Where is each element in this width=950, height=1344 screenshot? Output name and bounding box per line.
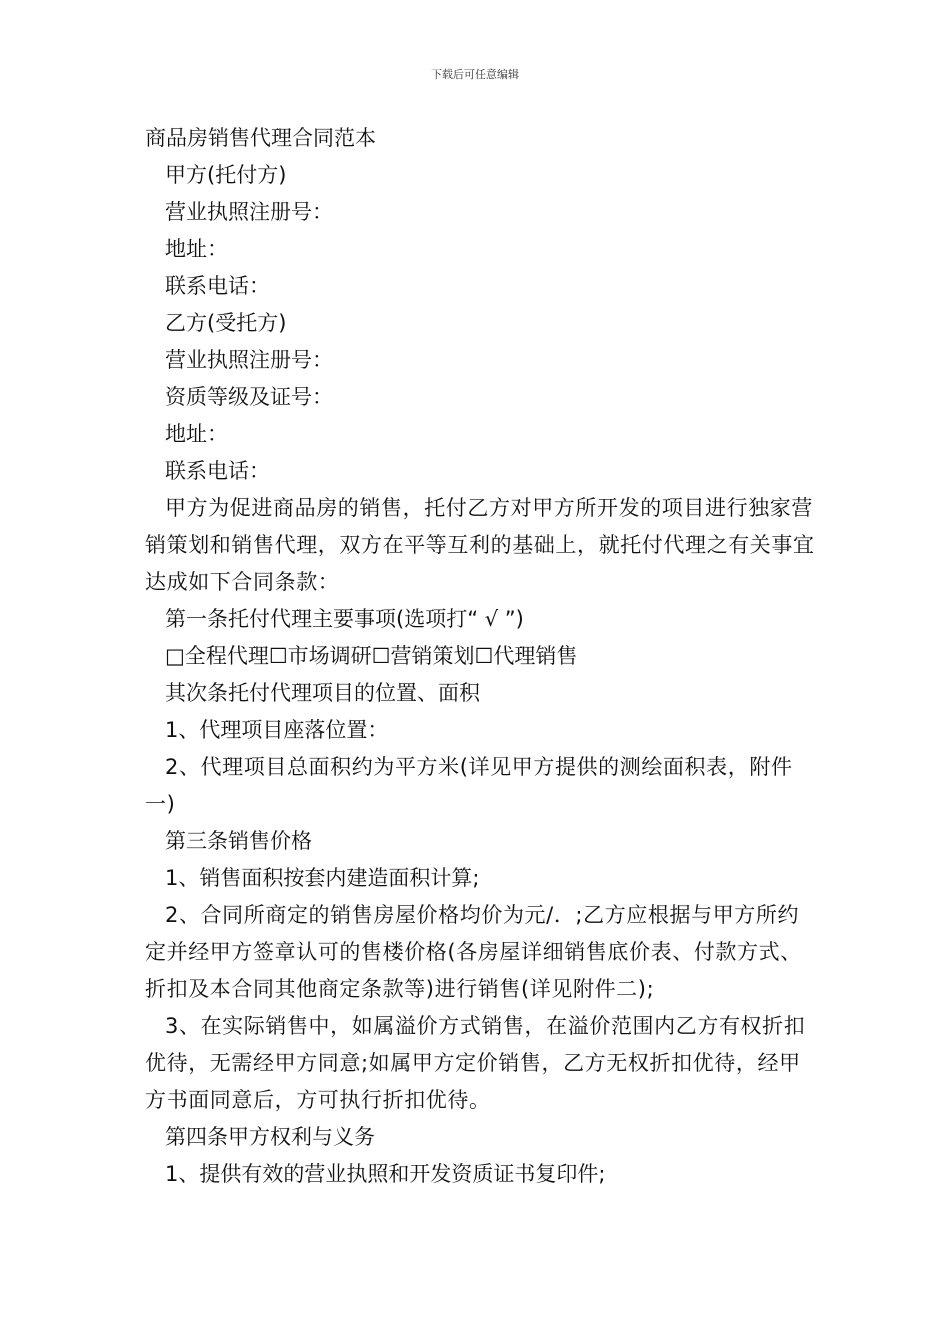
article3-item3: 3、在实际销售中，如属溢价方式销售，在溢价范围内乙方有权折扣优待，无需经甲方同意;如属甲方定价销售，乙方无权折扣优待，经甲方书面同意后，方可执行折扣优待。	[145, 1014, 806, 1112]
party-a-license: 营业执照注册号：	[165, 200, 333, 224]
party-b-phone: 联系电话：	[165, 459, 270, 483]
article1-options: □全程代理☐市场调研☐营销策划☐代理销售	[165, 644, 578, 668]
article4-item1: 1、提供有效的营业执照和开发资质证书复印件;	[165, 1162, 606, 1186]
party-b-address: 地址：	[165, 422, 228, 446]
article2-item2: 2、代理项目总面积约为平方米(详见甲方提供的测绘面积表，附件一)	[145, 755, 793, 816]
document-title: 商品房销售代理合同范本	[145, 126, 376, 150]
party-b-heading: 乙方(受托方)	[165, 311, 287, 335]
party-a-address: 地址：	[165, 237, 228, 261]
document-body	[145, 120, 815, 1193]
party-a-heading: 甲方(托付方)	[165, 163, 287, 187]
party-b-license: 营业执照注册号：	[165, 348, 333, 372]
article1-title: 第一条托付代理主要事项(选项打“ √ ”)	[165, 607, 524, 631]
party-b-qualification: 资质等级及证号：	[165, 385, 333, 409]
article2-item1: 1、代理项目座落位置：	[165, 718, 389, 742]
article3-item2: 2、合同所商定的销售房屋价格均价为元/．;乙方应根据与甲方所约定并经甲方签章认可的售楼价格(各房屋详细销售底价表、付款方式、折扣及本合同其他商定条款等)进行销售(详见附件二);	[145, 903, 802, 1001]
article4-title: 第四条甲方权利与义务	[165, 1125, 375, 1149]
party-a-phone: 联系电话：	[165, 274, 270, 298]
article3-item1: 1、销售面积按套内建造面积计算;	[165, 866, 480, 890]
intro-paragraph: 甲方为促进商品房的销售，托付乙方对甲方所开发的项目进行独家营销策划和销售代理，双方在平等互利的基础上，就托付代理之有关事宜达成如下合同条款：	[145, 496, 815, 594]
header-note: 下载后可任意编辑	[431, 68, 519, 81]
article3-title: 第三条销售价格	[165, 829, 312, 853]
article2-title: 其次条托付代理项目的位置、面积	[165, 681, 480, 705]
